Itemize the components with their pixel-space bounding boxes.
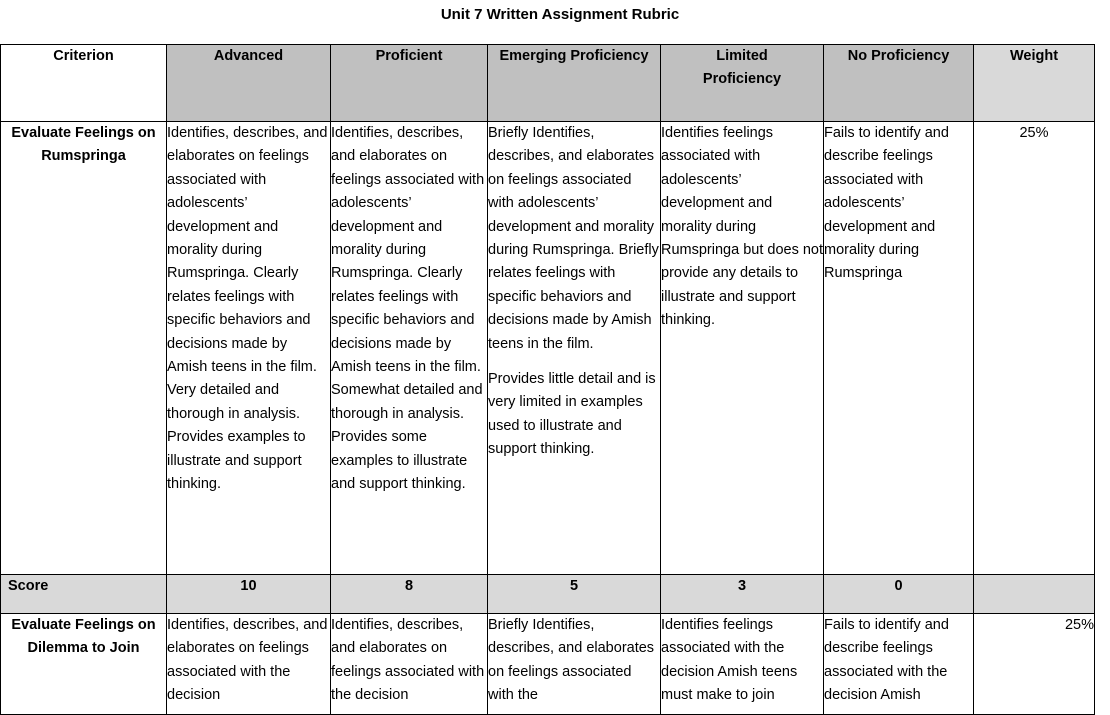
cell-advanced-2: Identifies, describes, and elaborates on feelings associated with the decision	[167, 614, 331, 715]
cell-proficient	[331, 122, 488, 575]
header-row	[1, 45, 1095, 122]
score-weight	[974, 575, 1095, 614]
header-limited	[661, 45, 824, 122]
criterion-label-2: Evaluate Feelings on Dilemma to Join	[1, 614, 167, 715]
criterion-row	[1, 122, 1095, 575]
header-criterion: Criterion	[1, 45, 167, 122]
score-emerging: 5	[488, 575, 661, 614]
rubric-table	[0, 44, 1095, 715]
header-weight: Weight	[974, 45, 1095, 122]
cell-emerging-part1: Briefly Identifies, describes, and elaborates on feelings associated with adolescents’ development and morality during Rumspringa. Briefly relates feelings with specific behaviors and decisions made by Amish teens in the film.	[488, 125, 659, 352]
document-title: Unit 7 Written Assignment Rubric	[440, 6, 680, 23]
header-emerging: Emerging Proficiency	[488, 45, 661, 122]
cell-none-2: Fails to identify and describe feelings associated with the decision Amish	[824, 614, 974, 715]
cell-proficient-2: Identifies, describes, and elaborates on feelings associated with the decision	[331, 614, 488, 715]
score-row	[1, 575, 1095, 614]
cell-proficient-part2: Somewhat detailed and thorough in analysis. Provides some examples to illustrate and support thinking.	[331, 382, 483, 493]
header-advanced: Advanced	[167, 45, 331, 122]
cell-limited: Identifies feelings associated with adolescents’ development and morality during Rumspringa but does not provide any details to illustrate and support thinking.	[661, 122, 824, 575]
criterion-label: Evaluate Feelings on Rumspringa	[1, 122, 167, 575]
score-label: Score	[1, 575, 167, 614]
cell-emerging-part2: Provides little detail and is very limited in examples used to illustrate and support thinking.	[488, 371, 656, 458]
header-limited-line2: Proficiency	[702, 71, 782, 88]
header-proficient: Proficient	[331, 45, 488, 122]
cell-advanced: Identifies, describes, and elaborates on feelings associated with adolescents’ development and morality during Rumspringa. Clearly relates feelings with specific behaviors and decisions made by Amish teens in the film. Very detailed and thorough in analysis. Provides examples to illustrate and support thinking.	[167, 122, 331, 575]
score-advanced: 10	[167, 575, 331, 614]
cell-proficient-part1: Identifies, describes, and elaborates on feelings associated with adolescents’ development and morality during Rumspringa. Clearly relates feelings with specific behaviors and decisions made by Amish teens in the film.	[331, 125, 485, 376]
header-none: No Proficiency	[824, 45, 974, 122]
score-proficient: 8	[331, 575, 488, 614]
cell-none: Fails to identify and describe feelings associated with adolescents’ development and morality during Rumspringa	[824, 122, 974, 575]
score-limited: 3	[661, 575, 824, 614]
score-none: 0	[824, 575, 974, 614]
cell-emerging-2: Briefly Identifies, describes, and elaborates on feelings associated with the	[488, 614, 661, 715]
cell-weight-2: 25%	[974, 614, 1095, 715]
cell-limited-2: Identifies feelings associated with the decision Amish teens must make to join	[661, 614, 824, 715]
cell-weight: 25%	[974, 122, 1095, 575]
cell-emerging	[488, 122, 661, 575]
criterion-row-2	[1, 614, 1095, 715]
header-limited-line1: Limited	[716, 48, 768, 64]
